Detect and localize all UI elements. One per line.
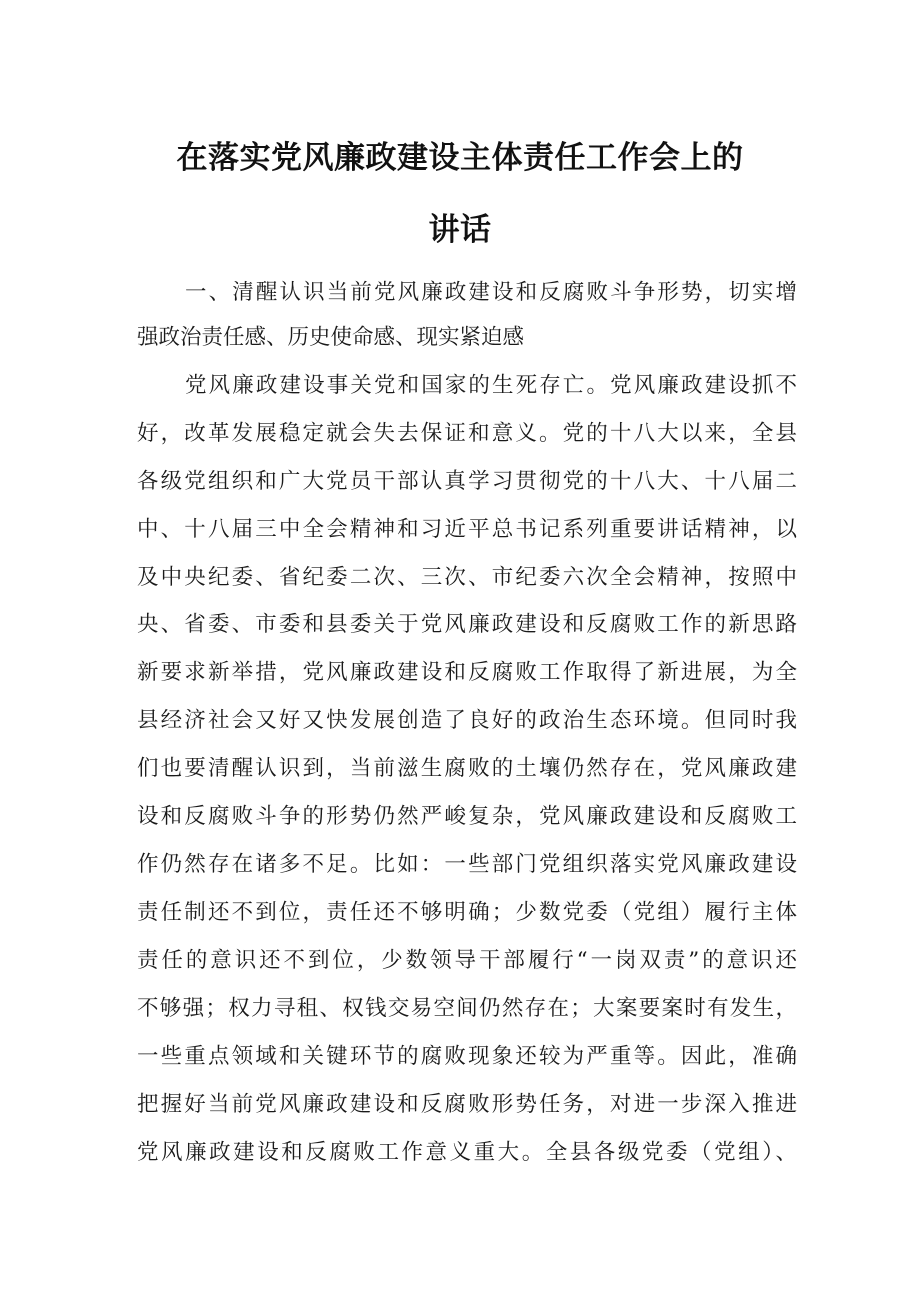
document-title-line-2: 讲话 — [428, 212, 492, 248]
paragraph-line-16: 把握好当前党风廉政建设和反腐败形势任务，对进一步深入推进 — [137, 1092, 797, 1117]
paragraph-line-11: 作仍然存在诸多不足。比如：一些部门党组织落实党风廉政建设 — [137, 852, 797, 877]
paragraph-line-7: 新要求新举措，党风廉政建设和反腐败工作取得了新进展，为全 — [137, 660, 797, 685]
paragraph-line-10: 设和反腐败斗争的形势仍然严峻复杂，党风廉政建设和反腐败工 — [137, 804, 797, 829]
paragraph-line-12: 责任制还不到位，责任还不够明确；少数党委（党组）履行主体 — [137, 900, 797, 925]
paragraph-line-17: 党风廉政建设和反腐败工作意义重大。全县各级党委（党组）、 — [137, 1140, 797, 1165]
section-heading-line-2: 强政治责任感、历史使命感、现实紧迫感 — [137, 325, 525, 350]
paragraph-line-2: 好，改革发展稳定就会失去保证和意义。党的十八大以来，全县 — [137, 421, 797, 446]
section-heading-line-1: 一、清醒认识当前党风廉政建设和反腐败斗争形势，切实增 — [185, 280, 797, 305]
document-title-line-1: 在落实党风廉政建设主体责任工作会上的 — [176, 140, 744, 176]
paragraph-line-13: 责任的意识还不到位，少数领导干部履行“一岗双责”的意识还 — [137, 948, 797, 973]
paragraph-line-15: 一些重点领域和关键环节的腐败现象还较为严重等。因此，准确 — [137, 1044, 797, 1069]
paragraph-line-3: 各级党组织和广大党员干部认真学习贯彻党的十八大、十八届二 — [137, 469, 797, 494]
paragraph-line-9: 们也要清醒认识到，当前滋生腐败的土壤仍然存在，党风廉政建 — [137, 756, 797, 781]
paragraph-line-8: 县经济社会又好又快发展创造了良好的政治生态环境。但同时我 — [137, 708, 797, 733]
paragraph-line-6: 央、省委、市委和县委关于党风廉政建设和反腐败工作的新思路 — [137, 612, 797, 637]
paragraph-line-5: 及中央纪委、省纪委二次、三次、市纪委六次全会精神，按照中 — [137, 565, 797, 590]
paragraph-line-14: 不够强；权力寻租、权钱交易空间仍然存在；大案要案时有发生， — [137, 996, 797, 1021]
paragraph-line-1: 党风廉政建设事关党和国家的生死存亡。党风廉政建设抓不 — [185, 373, 797, 398]
paragraph-line-4: 中、十八届三中全会精神和习近平总书记系列重要讲话精神，以 — [137, 517, 797, 542]
